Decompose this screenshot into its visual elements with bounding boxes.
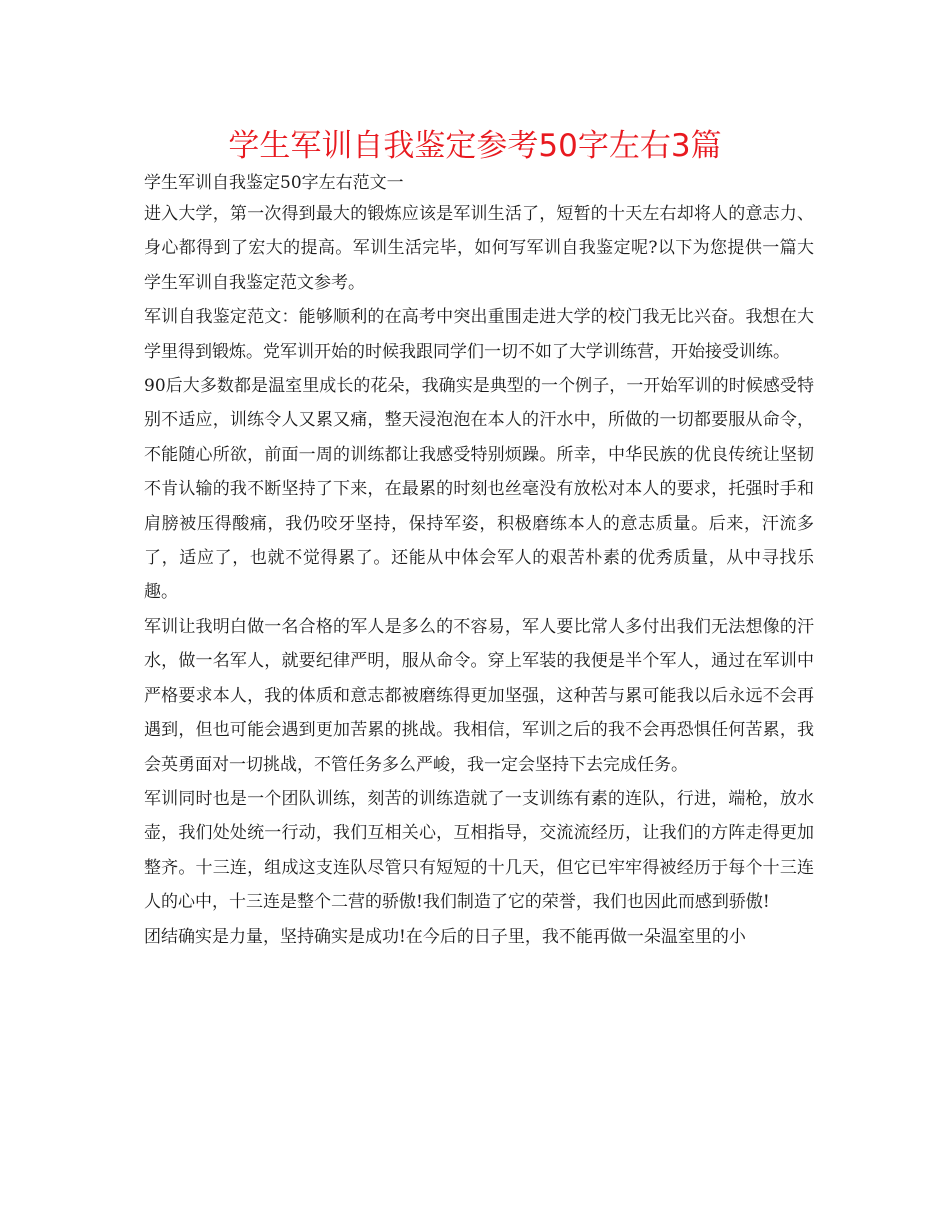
section-subtitle: 学生军训自我鉴定50字左右范文一 xyxy=(144,173,404,193)
paragraph-4: 军训让我明白做一名合格的军人是多么的不容易，军人要比常人多付出我们无法想像的汗水，做一名军人，就要纪律严明，服从命令。穿上军装的我便是半个军人，通过在军训中严格要求本人，我的体质和意志都被磨练得更加坚强，这种苦与累可能我以后永远不会再遇到，但也可能会遇到更加苦累的挑战。我相信，军训之后的我不会再恐惧任何苦累，我会英勇面对一切挑战，不管任务多么严峻，我一定会坚持下去完成任务。 xyxy=(144,616,814,775)
document-title: 学生军训自我鉴定参考50字左右3篇 xyxy=(228,128,722,164)
paragraph-5: 军训同时也是一个团队训练，刻苦的训练造就了一支训练有素的连队，行进，端枪，放水壶，我们处处统一行动，我们互相关心，互相指导，交流流经历，让我们的方阵走得更加整齐。十三连，组成这支连队尽管只有短短的十几天，但它已牢牢得被经历于每个十三连人的心中，十三连是整个二营的骄傲!我们制造了它的荣誉，我们也因此而感到骄傲! xyxy=(144,788,814,913)
paragraph-1: 进入大学，第一次得到最大的锻炼应该是军训生活了，短暂的十天左右却将人的意志力、身心都得到了宏大的提高。军训生活完毕，如何写军训自我鉴定呢?以下为您提供一篇大学生军训自我鉴定范文参考。 xyxy=(144,204,814,293)
paragraph-3: 90后大多数都是温室里成长的花朵，我确实是典型的一个例子，一开始军训的时候感受特别不适应，训练令人又累又痛，整天浸泡泡在本人的汗水中，所做的一切都要服从命令，不能随心所欲，前面一周的训练都让我感受特别烦躁。所幸，中华民族的优良传统让坚韧不肯认输的我不断坚持了下来，在最累的时刻也丝毫没有放松对本人的要求，托强时手和肩膀被压得酸痛，我仍咬牙坚持，保持军姿，积极磨练本人的意志质量。后来，汗流多了，适应了，也就不觉得累了。还能从中体会军人的艰苦朴素的优秀质量，从中寻找乐趣。 xyxy=(144,376,814,603)
paragraph-6: 团结确实是力量，坚持确实是成功!在今后的日子里，我不能再做一朵温室里的小 xyxy=(144,926,746,947)
paragraph-2: 军训自我鉴定范文：能够顺利的在高考中突出重围走进大学的校门我无比兴奋。我想在大学里得到锻炼。党军训开始的时候我跟同学们一切不如了大学训练营，开始接受训练。 xyxy=(144,307,814,362)
document-body xyxy=(144,197,814,954)
